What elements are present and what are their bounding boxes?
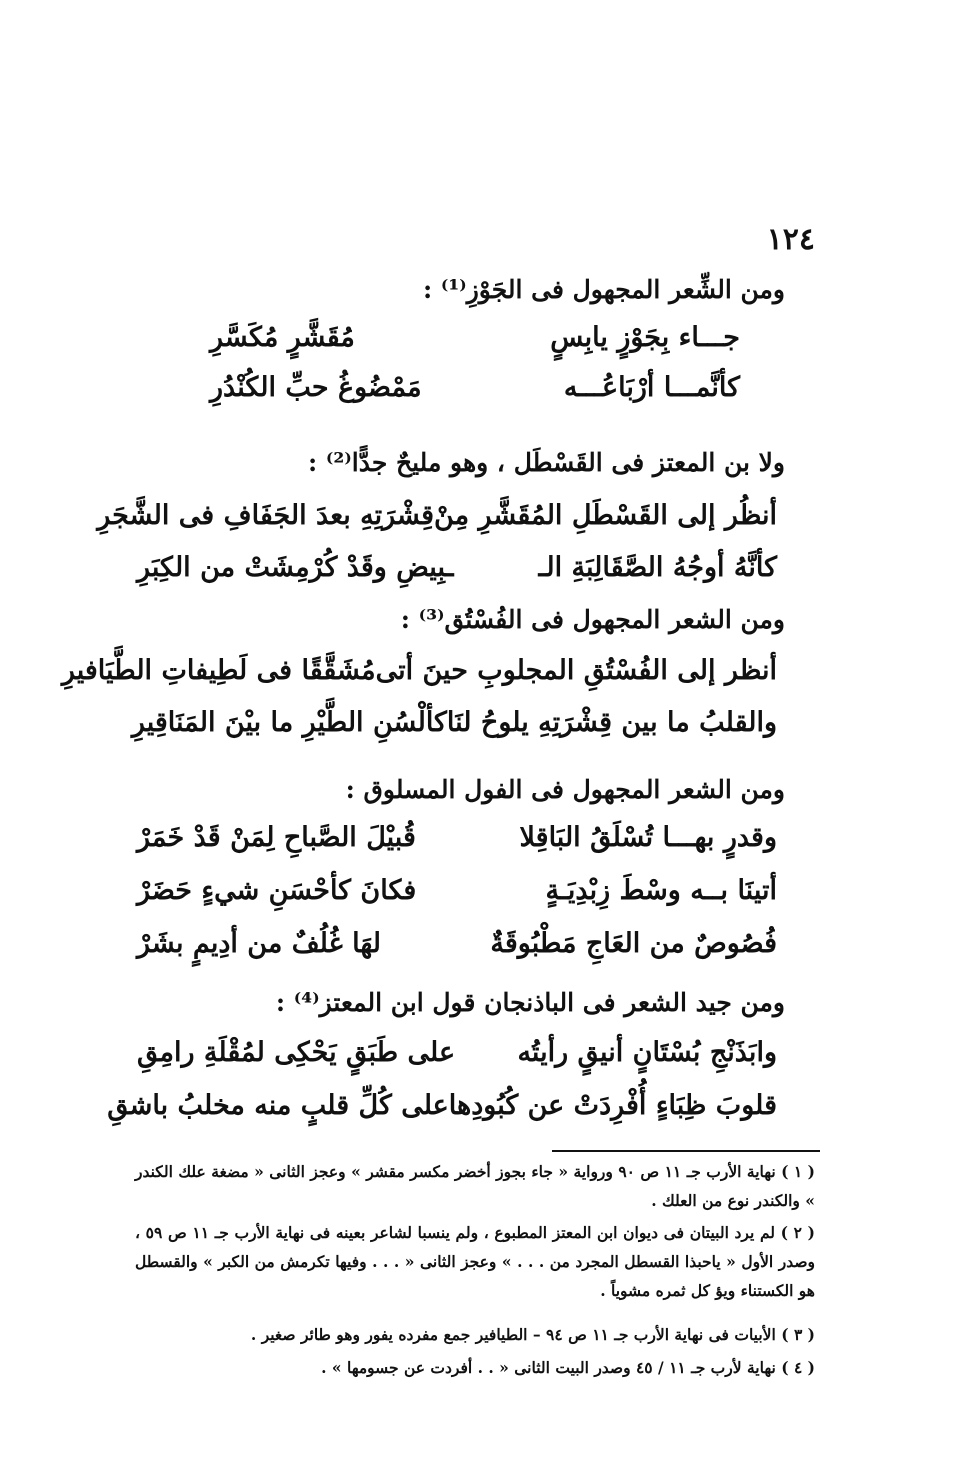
verse-second-hemistich: على طَبَقٍ يَحْكِى لمُقْلَةِ رامِقِ — [137, 1037, 456, 1068]
verse-second-hemistich: فكانَ كأحْسَنِ شيءٍ حَضَرْ — [137, 875, 417, 906]
verse-second-hemistich: مَمْضُوغُ حبِّ الكُنْدُرِ — [210, 372, 422, 403]
verse-row — [137, 875, 777, 906]
section-intro: ومن الشعر المجهول فى الفُسْتُق⁽³⁾ : — [400, 605, 785, 634]
footnote-divider — [552, 1150, 820, 1152]
verse-row — [61, 655, 777, 686]
verse-first-hemistich: وقدرٍ بهـــا تُسْلَقُ البَاقِلا — [519, 822, 777, 853]
section-intro: ومن الشعر المجهول فى الفول المسلوق : — [345, 775, 785, 804]
verse-row — [137, 822, 777, 853]
footnote: ( ٤ ) نهاية لأرب جـ ١١ / ٤٥ وصدر البيت الثانى « . . أفردت عن جسومها » . — [321, 1358, 815, 1377]
verse-first-hemistich: كأنَّمـــا أرْبَاعُـــه — [563, 372, 740, 403]
verse-second-hemistich: كألْسُنِ الطَّيْرِ ما بيْنَ المَنَاقِيرِ — [131, 707, 447, 738]
verse-first-hemistich: أنظر إلى الفُسْتُقِ المجلوبِ حينَ أتى — [375, 655, 777, 686]
verse-row — [137, 1037, 777, 1068]
verse-first-hemistich: كأنَّهُ أوجُهُ الصَّقَالِبَةِ الـ — [538, 552, 777, 583]
footnote: ( ٣ ) الأبيات فى نهاية الأرب جـ ١١ ص ٩٤ – الطيافير جمع مفرده يفور وهو طائر صغير . — [250, 1325, 815, 1344]
verse-second-hemistich: مُقَشَّرٍ مُكَسَّرِ — [210, 322, 355, 353]
section-intro: ولا بن المعتز فى القَسْطَل ، وهو مليحٌ جدًّا⁽²⁾ : — [307, 448, 785, 477]
verse-row — [97, 500, 777, 531]
section-intro: ومن الشِّعر المجهول فى الجَوْزِ⁽¹⁾ : — [422, 275, 785, 304]
verse-first-hemistich: قلوبَ ظِبَاءٍ أُفْرِدَتْ عن كُبُودِها — [448, 1090, 777, 1121]
verse-row — [137, 552, 777, 583]
verse-first-hemistich: والقلبُ ما بين قِشْرَتِهِ يلوحُ لنَا — [446, 707, 777, 738]
section-intro: ومن جيد الشعر فى الباذنجان قول ابن المعتز⁽⁴⁾ : — [275, 988, 785, 1017]
verse-row — [137, 928, 777, 959]
verse-second-hemistich: قِشْرَتِهِ بعدَ الجَفَافِ فى الشَّجَرِ — [97, 500, 435, 531]
verse-second-hemistich: لهَا غُلُفٌ من أدِيمٍ بشَرْ — [137, 928, 382, 959]
verse-row — [210, 372, 740, 403]
verse-second-hemistich: قُبيْلَ الصَّباحِ لِمَنْ قَدْ خَمَرْ — [137, 822, 416, 853]
verse-row — [210, 322, 740, 353]
verse-row — [107, 1090, 777, 1121]
verse-second-hemistich: على كُلِّ قلبٍ منه مخلبُ باشقِ — [107, 1090, 449, 1121]
verse-row — [131, 707, 777, 738]
verse-second-hemistich: ـبِيضِ وقَدْ كُرْمِشَتْ من الكِبَرِ — [137, 552, 454, 583]
footnote: ( ٢ ) لم يرد البيتان فى ديوان ابن المعتز المطبوع ، ولم ينسبا لشاعر بعينه فى نهاية الأرب جـ ١١ ص ٥٩ ، وصدر الأول « ياحبذا القسطل المجرد من . . . » وعجز الثانى « . . . وفيها تكرمش من الكبر » والقسطل هو الكستناء ويؤ كل ثمره مشوياً . — [135, 1223, 815, 1300]
page-number: ١٢٤ — [766, 222, 815, 257]
verse-first-hemistich: أنظُر إلى القَسْطَلِ المُقَشَّرِ مِنْ — [434, 500, 777, 531]
verse-first-hemistich: وابَذَنْجِ بُسْتَانٍ أنيقٍ رأيتُه — [517, 1037, 777, 1068]
verse-first-hemistich: أتينَا بــه وسْطَ زِبْدِيَـةٍ — [545, 875, 777, 906]
verse-first-hemistich: جـــاء بِجَوْزٍ يابِسٍ — [550, 322, 740, 353]
verse-first-hemistich: فُصُوصٌ من العَاجِ مَطْبُوقَةٌ — [490, 928, 777, 959]
footnote: ( ١ ) نهاية الأرب جـ ١١ ص ٩٠ ورواية « جاء بجوز أخضر مكسر مقشر » وعجز الثانى « مضغة علك الكندر » والكندر نوع من العلك . — [135, 1162, 815, 1210]
verse-second-hemistich: مُشَقَّقًا فى لَطِيفاتِ الطَّيَافيرِ — [61, 655, 376, 686]
